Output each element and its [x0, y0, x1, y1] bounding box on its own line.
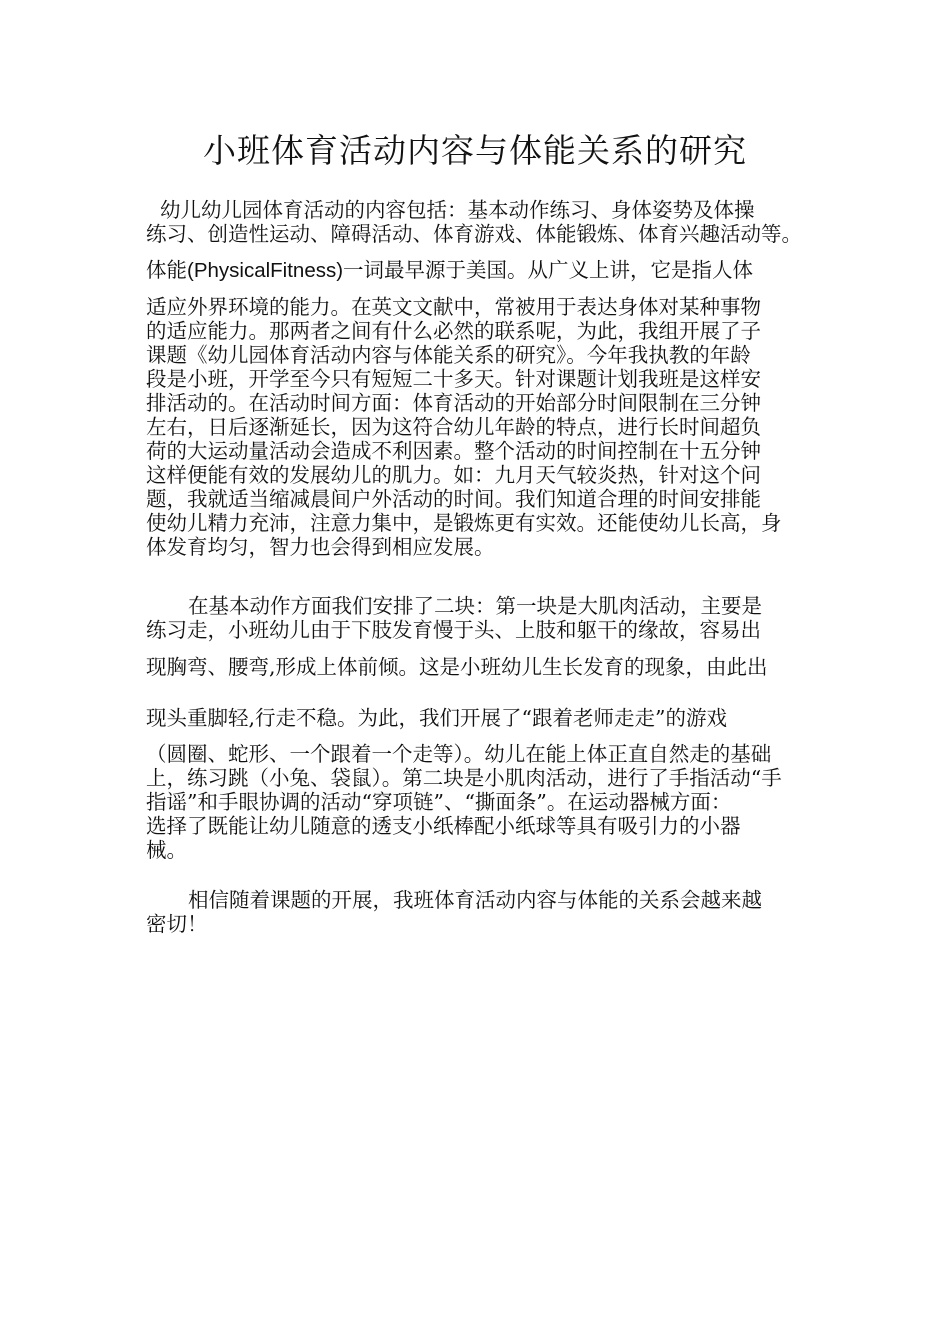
text-line: 械。: [146, 838, 187, 862]
text-line: 相信随着课题的开展，我班体育活动内容与体能的关系会越来越: [188, 888, 762, 912]
text-line: 在基本动作方面我们安排了二块：第一块是大肌肉活动，主要是: [188, 594, 762, 618]
text-line: 幼儿幼儿园体育活动的内容包括：基本动作练习、身体姿势及体操: [160, 198, 755, 222]
text-line: 指谣”和手眼协调的活动“穿项链”、“撕面条”。在运动器械方面：: [146, 790, 732, 814]
paragraph-intro: [146, 198, 812, 246]
text-line: 荷的大运动量活动会造成不利因素。整个活动的时间控制在十五分钟: [146, 439, 761, 463]
paragraph-physical-fitness-first-line: [146, 259, 812, 283]
text-line: 使幼儿精力充沛，注意力集中，是锻炼更有实效。还能使幼儿长高，身: [146, 511, 782, 535]
text-line: 课题《幼儿园体育活动内容与体能关系的研究》。今年我执教的年龄: [146, 343, 751, 367]
document-title: 小班体育活动内容与体能关系的研究: [203, 131, 747, 170]
paragraph-basic-movements-d: [146, 742, 812, 862]
paragraph-basic-movements-c: [146, 706, 812, 730]
paragraph-physical-fitness: [146, 295, 812, 559]
text-line: 练习、创造性运动、障碍活动、体育游戏、体能锻炼、体育兴趣活动等。: [146, 222, 802, 246]
paragraph-basic-movements-b: [146, 655, 812, 679]
text-line: 这样便能有效的发展幼儿的肌力。如：九月天气较炎热，针对这个问: [146, 463, 761, 487]
text-line: 体发育均匀，智力也会得到相应发展。: [146, 535, 495, 559]
text-line: 排活动的。在活动时间方面：体育活动的开始部分时间限制在三分钟: [146, 391, 761, 415]
text-line: 选择了既能让幼儿随意的透支小纸棒配小纸球等具有吸引力的小器: [146, 814, 741, 838]
text-line: 的适应能力。那两者之间有什么必然的联系呢，为此，我组开展了子: [146, 319, 761, 343]
text-line: 密切！: [146, 912, 208, 936]
text-line: 体能(PhysicalFitness)一词最早源于美国。从广义上讲，它是指人体: [146, 259, 754, 282]
text-line: 左右，日后逐渐延长，因为这符合幼儿年龄的特点，进行长时间超负: [146, 415, 761, 439]
text-line: 上，练习跳（小兔、袋鼠）。第二块是小肌肉活动，进行了手指活动“手: [146, 766, 782, 790]
text-line: 现胸弯、腰弯,形成上体前倾。这是小班幼儿生长发育的现象，由此出: [146, 655, 768, 679]
text-line: 适应外界环境的能力。在英文文献中，常被用于表达身体对某种事物: [146, 295, 761, 319]
text-line: 现头重脚轻,行走不稳。为此，我们开展了“跟着老师走走”的游戏: [146, 706, 727, 730]
text-line: 题，我就适当缩减晨间户外活动的时间。我们知道合理的时间安排能: [146, 487, 761, 511]
paragraph-basic-movements-a: [146, 594, 812, 642]
text-line: （圆圈、蛇形、一个跟着一个走等）。幼儿在能上体正直自然走的基础: [146, 742, 772, 766]
paragraph-conclusion: [146, 888, 812, 936]
text-line: 练习走，小班幼儿由于下肢发育慢于头、上肢和躯干的缘故，容易出: [146, 618, 761, 642]
text-line: 段是小班，开学至今只有短短二十多天。针对课题计划我班是这样安: [146, 367, 761, 391]
